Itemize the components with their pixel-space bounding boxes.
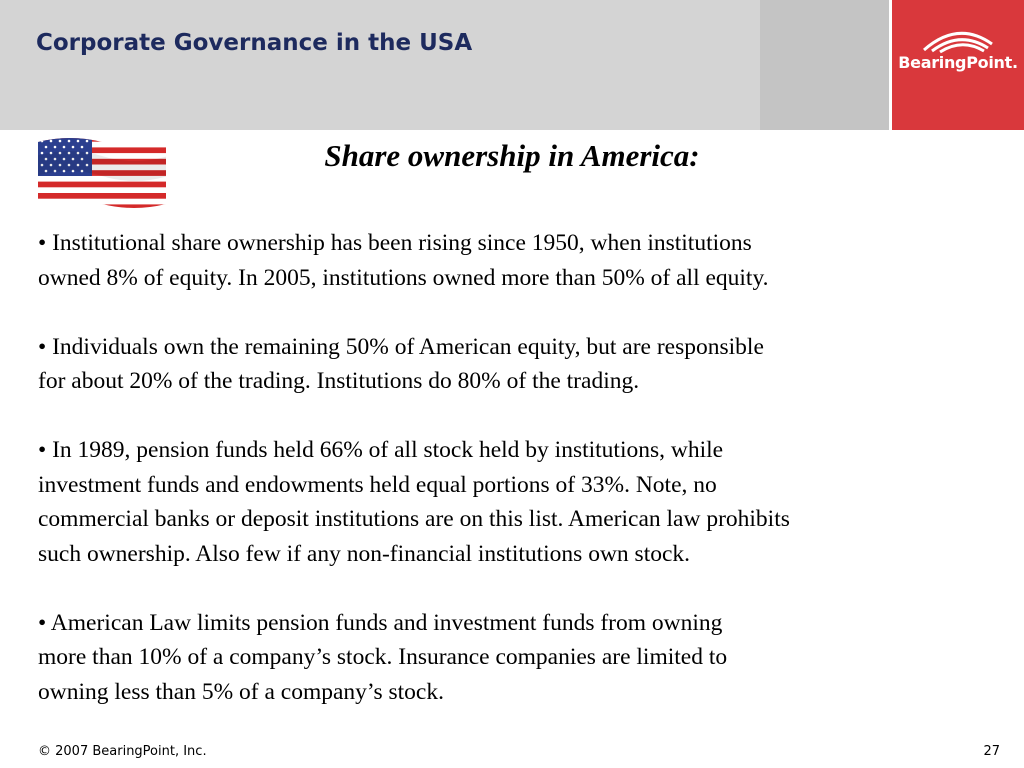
bullet-item bbox=[38, 606, 968, 710]
bullet-item bbox=[38, 433, 968, 571]
logo-text: BearingPoint. bbox=[898, 53, 1018, 72]
slide-subtitle-text: Share ownership in America: bbox=[324, 138, 700, 173]
header-band-accent bbox=[760, 0, 890, 130]
bullet-line: owning less than 5% of a company’s stock. bbox=[38, 678, 444, 705]
bullet-item bbox=[38, 226, 968, 295]
bullet-item bbox=[38, 330, 968, 399]
page-title: Corporate Governance in the USA bbox=[36, 30, 473, 56]
bullet-line: such ownership. Also few if any non-financial institutions own stock. bbox=[38, 540, 691, 567]
bullet-line: for about 20% of the trading. Institutions do 80% of the trading. bbox=[38, 368, 640, 394]
header-band bbox=[0, 0, 760, 130]
footer-copyright: © 2007 BearingPoint, Inc. bbox=[38, 744, 207, 759]
page-number: 27 bbox=[983, 744, 1000, 759]
bullet-line: • Institutional share ownership has been rising since 1950, when institutions bbox=[38, 230, 752, 256]
bullet-line: investment funds and endowments held equal portions of 33%. Note, no bbox=[38, 471, 717, 498]
logo-arcs-icon bbox=[918, 24, 998, 54]
bullet-line: more than 10% of a company’s stock. Insurance companies are limited to bbox=[38, 644, 728, 670]
bullet-line: commercial banks or deposit institutions are on this list. American law prohibits bbox=[38, 506, 790, 532]
bullet-list bbox=[38, 226, 968, 709]
bullet-line: owned 8% of equity. In 2005, institutions owned more than 50% of all equity. bbox=[38, 264, 769, 291]
bullet-line: • Individuals own the remaining 50% of American equity, but are responsible bbox=[38, 333, 764, 360]
slide-subtitle bbox=[0, 138, 1024, 174]
bullet-line: • In 1989, pension funds held 66% of all stock held by institutions, while bbox=[38, 437, 724, 463]
bullet-line: • American Law limits pension funds and investment funds from owning bbox=[38, 609, 723, 636]
bearingpoint-logo bbox=[892, 0, 1024, 130]
